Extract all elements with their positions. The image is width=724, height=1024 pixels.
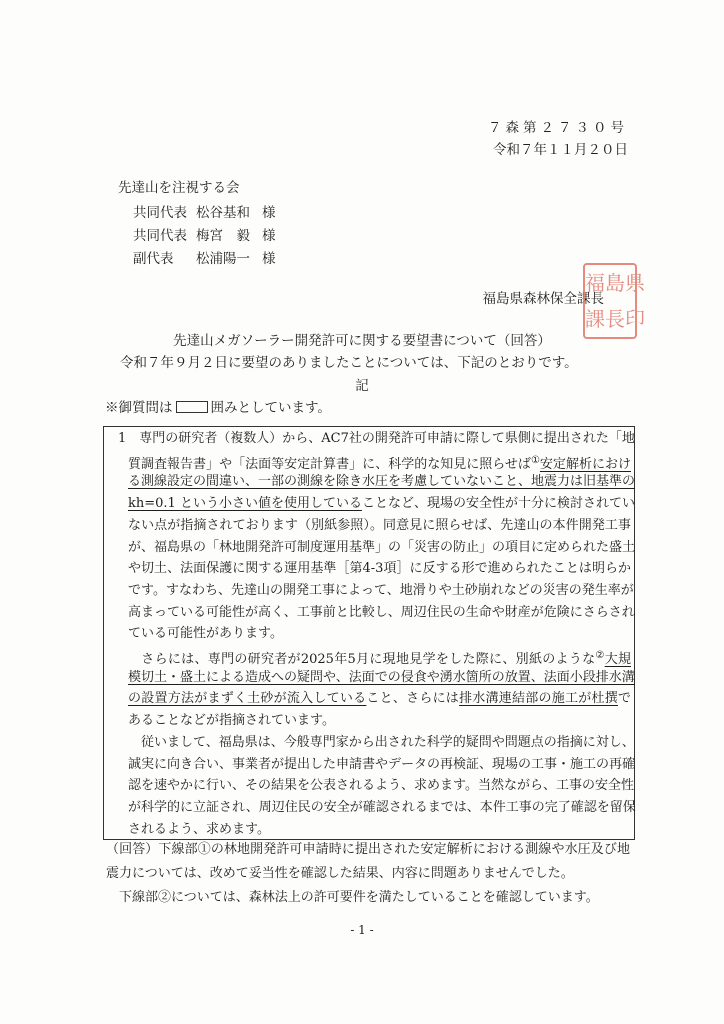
- question-line: [128, 539, 636, 557]
- line-text: さらには、専門の研究者が2025年5月に現地見学をした際に、別紙のような: [128, 652, 596, 667]
- line-text: あることなどが指摘されています。: [128, 713, 335, 729]
- sender: 福島県森林保全課長: [482, 291, 604, 307]
- underlined-text: 排水溝連結部の施工が杜撰: [459, 691, 618, 707]
- seal-glyph: 島: [605, 271, 625, 295]
- addressee-organization: 先達山を注視する会: [118, 180, 240, 196]
- line-text: で: [617, 691, 631, 707]
- question-line: [128, 821, 631, 839]
- underlined-text: る測線設定の間違い、一部の測線を除き水圧を考慮していないこと、地震力は旧基準の: [128, 474, 636, 490]
- addressee-role: 共同代表: [133, 228, 187, 244]
- question-line: [128, 712, 631, 730]
- answer-line: （回答）下線部①の林地開発許可申請時に提出された安定解析における測線や水圧及び地: [106, 842, 630, 857]
- question-line: [128, 452, 631, 470]
- question-line: [128, 690, 631, 708]
- note-text: 囲みとしています。: [210, 400, 331, 416]
- seal-glyph: 福: [585, 271, 605, 295]
- question-line: [128, 560, 631, 578]
- seal-glyph: 印: [625, 307, 645, 331]
- question-line: [128, 604, 635, 622]
- addressee-name: 梅宮 毅: [196, 228, 250, 244]
- underlined-text: 模切土・盛土による造成への疑問や、法面での侵食や湧水箇所の放置、法面小段排水溝: [128, 669, 635, 685]
- addressee-honorific: 様: [262, 205, 276, 221]
- seal-glyph: 課: [585, 307, 605, 331]
- question-line: [128, 799, 636, 817]
- question-line: [118, 430, 635, 448]
- line-text: が、福島県の「林地開発許可制度運用基準」の「災害の防止」の項目に定められた盛土: [128, 539, 636, 555]
- seal-glyph: 長: [605, 307, 625, 331]
- question-line: [128, 734, 635, 752]
- box-sample-icon: [176, 401, 208, 413]
- line-text: ている可能性があります。: [128, 626, 283, 642]
- note-text: ※御質問は: [105, 400, 173, 416]
- question-box: [103, 426, 635, 840]
- addressee-name: 松浦陽一: [196, 251, 250, 267]
- line-text: 質調査報告書」や「法面等安定計算書」に、科学的な知見に照らせば: [128, 456, 531, 472]
- line-text: ことなど、現場の安全性が十分に検討されてい: [361, 496, 635, 512]
- answer-line: 下線部②については、森林法上の許可要件を満たしていることを確認しています。: [106, 890, 599, 905]
- circled-number: ②: [595, 650, 605, 661]
- line-text: です。すなわち、先達山の開発工事によって、地滑りや土砂崩れなどの災害の発生率が: [128, 582, 634, 598]
- question-line: [128, 777, 634, 795]
- line-text: 誠実に向き合い、事業者が提出した申請書やデータの再検証、現場の工事・施工の再確: [128, 756, 636, 772]
- underlined-text: 大規: [604, 652, 631, 667]
- question-line: [128, 756, 636, 774]
- question-line: [128, 669, 635, 687]
- underlined-text: kh=0.1 という小さい値を使用している: [128, 496, 362, 512]
- circled-number: ①: [530, 454, 540, 466]
- line-text: 認を速やかに行い、その結果を公表されるよう、求めます。当然ながら、工事の安全性: [128, 778, 634, 794]
- line-text: こと、さらには: [366, 691, 460, 707]
- line-text: や切土、法面保護に関する運用基準［第4-3項］に反する形で進められたことは明らか: [128, 561, 631, 577]
- document-number: ７森第２７３０号: [488, 120, 628, 136]
- document-date: 令和７年１１月２０日: [493, 142, 628, 158]
- line-text: 高まっている可能性が高く、工事前と比較し、周辺住民の生命や財産が危険にさらされ: [128, 604, 635, 620]
- question-line: [128, 647, 631, 665]
- addressee-role: 共同代表: [133, 205, 187, 221]
- addressee-honorific: 様: [262, 251, 276, 267]
- underlined-text: 安定解析におけ: [539, 456, 631, 472]
- question-line: [128, 517, 631, 535]
- line-text: されるよう、求めます。: [128, 821, 270, 837]
- line-text: ない点が指摘されております（別紙参照）。同意見に照らせば、先達山の本件開発工事: [128, 517, 631, 533]
- document-title: 先達山メガソーラー開発許可に関する要望書について（回答）: [173, 333, 551, 349]
- official-seal: [583, 263, 645, 339]
- page-number: - 1 -: [350, 923, 374, 937]
- line-text: が科学的に立証され、周辺住民の安全が確認されるまでは、本件工事の完了確認を留保: [128, 799, 636, 815]
- question-line: [128, 495, 635, 513]
- addressee-name: 松谷基和: [196, 205, 250, 221]
- addressee-honorific: 様: [262, 228, 276, 244]
- line-text: 従いまして、福島県は、今般専門家から出された科学的疑問や問題点の指摘に対し、: [128, 734, 635, 750]
- question-line: [128, 473, 636, 491]
- addressee-role: 副代表: [133, 251, 174, 267]
- question-line: [128, 582, 634, 600]
- ki-heading: 記: [355, 378, 369, 394]
- underlined-text: の設置方法がまずく土砂が流入している: [128, 691, 367, 707]
- line-text: 1 専門の研究者（複数人）から、AC7社の開発許可申請に際して県側に提出された「地: [118, 431, 635, 446]
- seal-glyph: 県: [625, 271, 645, 295]
- question-line: [128, 625, 631, 643]
- answer-line: 震力については、改めて妥当性を確認した結果、内容に問題ありませんでした。: [106, 866, 574, 881]
- intro-text: 令和７年９月２日に要望のありましたことについては、下記のとおりです。: [120, 355, 578, 371]
- note: [105, 399, 331, 417]
